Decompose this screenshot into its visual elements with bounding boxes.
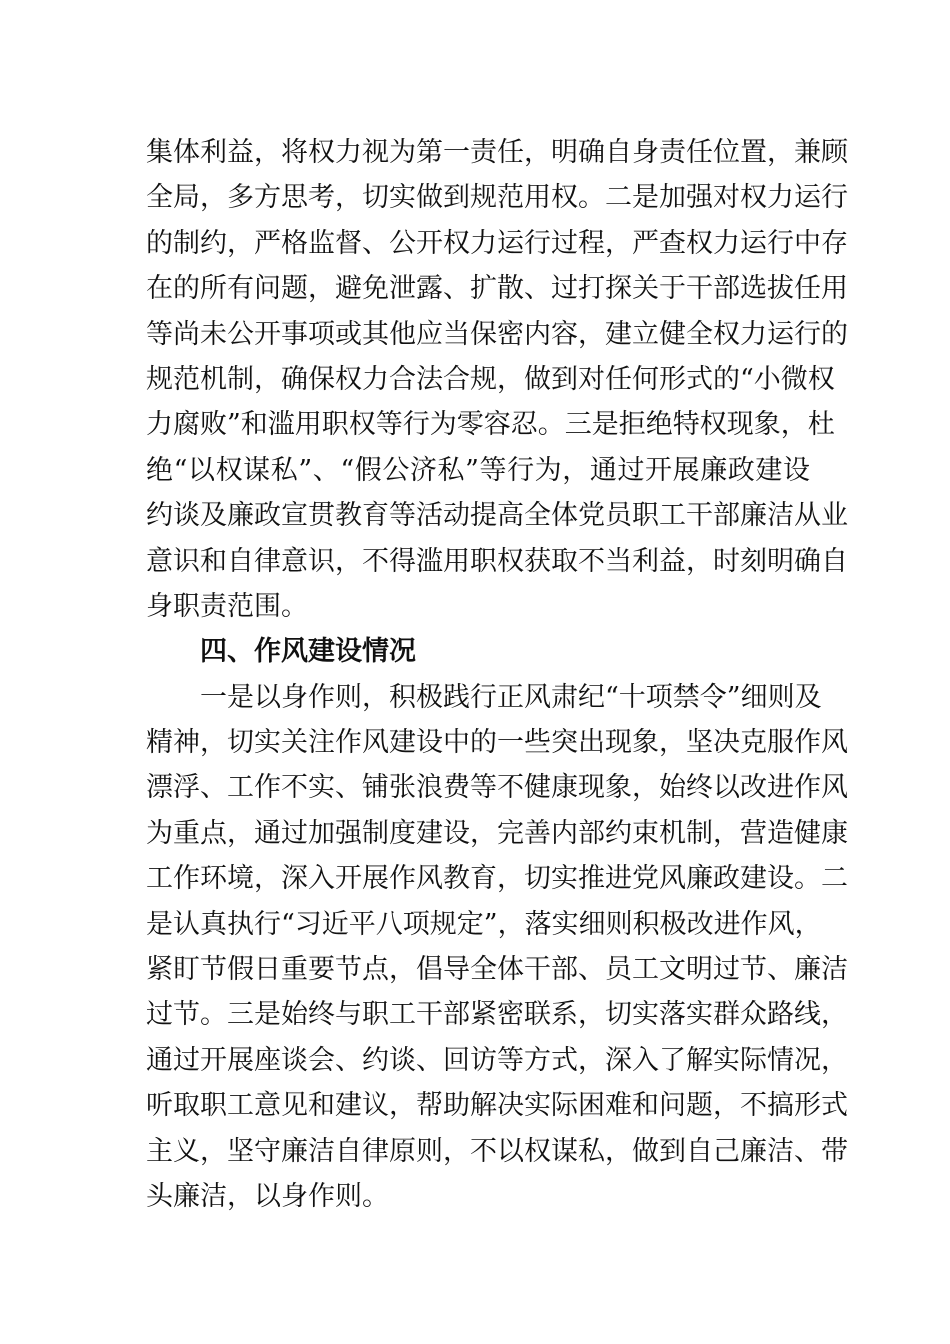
paragraph-line: 精神，切实关注作风建设中的一些突出现象，坚决克服作风 [146,727,848,759]
paragraph-line: 是认真执行“习近平八项规定”，落实细则积极改进作风， [146,908,822,940]
paragraph-line: 主义，坚守廉洁自律原则，不以权谋私，做到自己廉洁、带 [146,1135,848,1167]
paragraph-line: 紧盯节假日重要节点，倡导全体干部、员工文明过节、廉洁 [146,954,848,986]
paragraph-line: 听取职工意见和建议，帮助解决实际困难和问题，不搞形式 [146,1090,848,1122]
paragraph-line: 意识和自律意识，不得滥用职权获取不当利益，时刻明确自 [146,545,848,577]
paragraph-line: 一是以身作则，积极践行正风肃纪“十项禁令”细则及 [200,681,822,713]
paragraph-line: 通过开展座谈会、约谈、回访等方式，深入了解实际情况， [146,1044,848,1076]
paragraph-line: 在的所有问题，避免泄露、扩散、过打探关于干部选拔任用 [146,273,848,305]
paragraph-line: 约谈及廉政宣贯教育等活动提高全体党员职工干部廉洁从业 [146,500,848,532]
paragraph-line: 规范机制，确保权力合法合规，做到对任何形式的“小微权 [146,363,835,395]
paragraph-line: 头廉洁，以身作则。 [146,1180,389,1212]
section-heading: 四、作风建设情况 [200,636,416,668]
paragraph-line: 等尚未公开事项或其他应当保密内容，建立健全权力运行的 [146,318,848,350]
paragraph-line: 的制约，严格监督、公开权力运行过程，严查权力运行中存 [146,227,848,259]
paragraph-line: 集体利益，将权力视为第一责任，明确自身责任位置，兼顾 [146,137,848,168]
paragraph-line: 全局，多方思考，切实做到规范用权。二是加强对权力运行 [146,182,848,214]
paragraph-line: 过节。三是始终与职工干部紧密联系，切实落实群众路线， [146,999,848,1031]
paragraph-line: 漂浮、工作不实、铺张浪费等不健康现象，始终以改进作风 [146,772,848,804]
document-body [146,130,848,1219]
paragraph-line: 为重点，通过加强制度建设，完善内部约束机制，营造健康 [146,817,848,849]
paragraph-line: 工作环境，深入开展作风教育，切实推进党风廉政建设。二 [146,863,848,895]
paragraph-line: 绝“以权谋私”、“假公济私”等行为，通过开展廉政建设 [146,454,810,486]
paragraph-line: 身职责范围。 [146,590,308,622]
paragraph-line: 力腐败”和滥用职权等行为零容忍。三是拒绝特权现象，杜 [146,409,835,441]
